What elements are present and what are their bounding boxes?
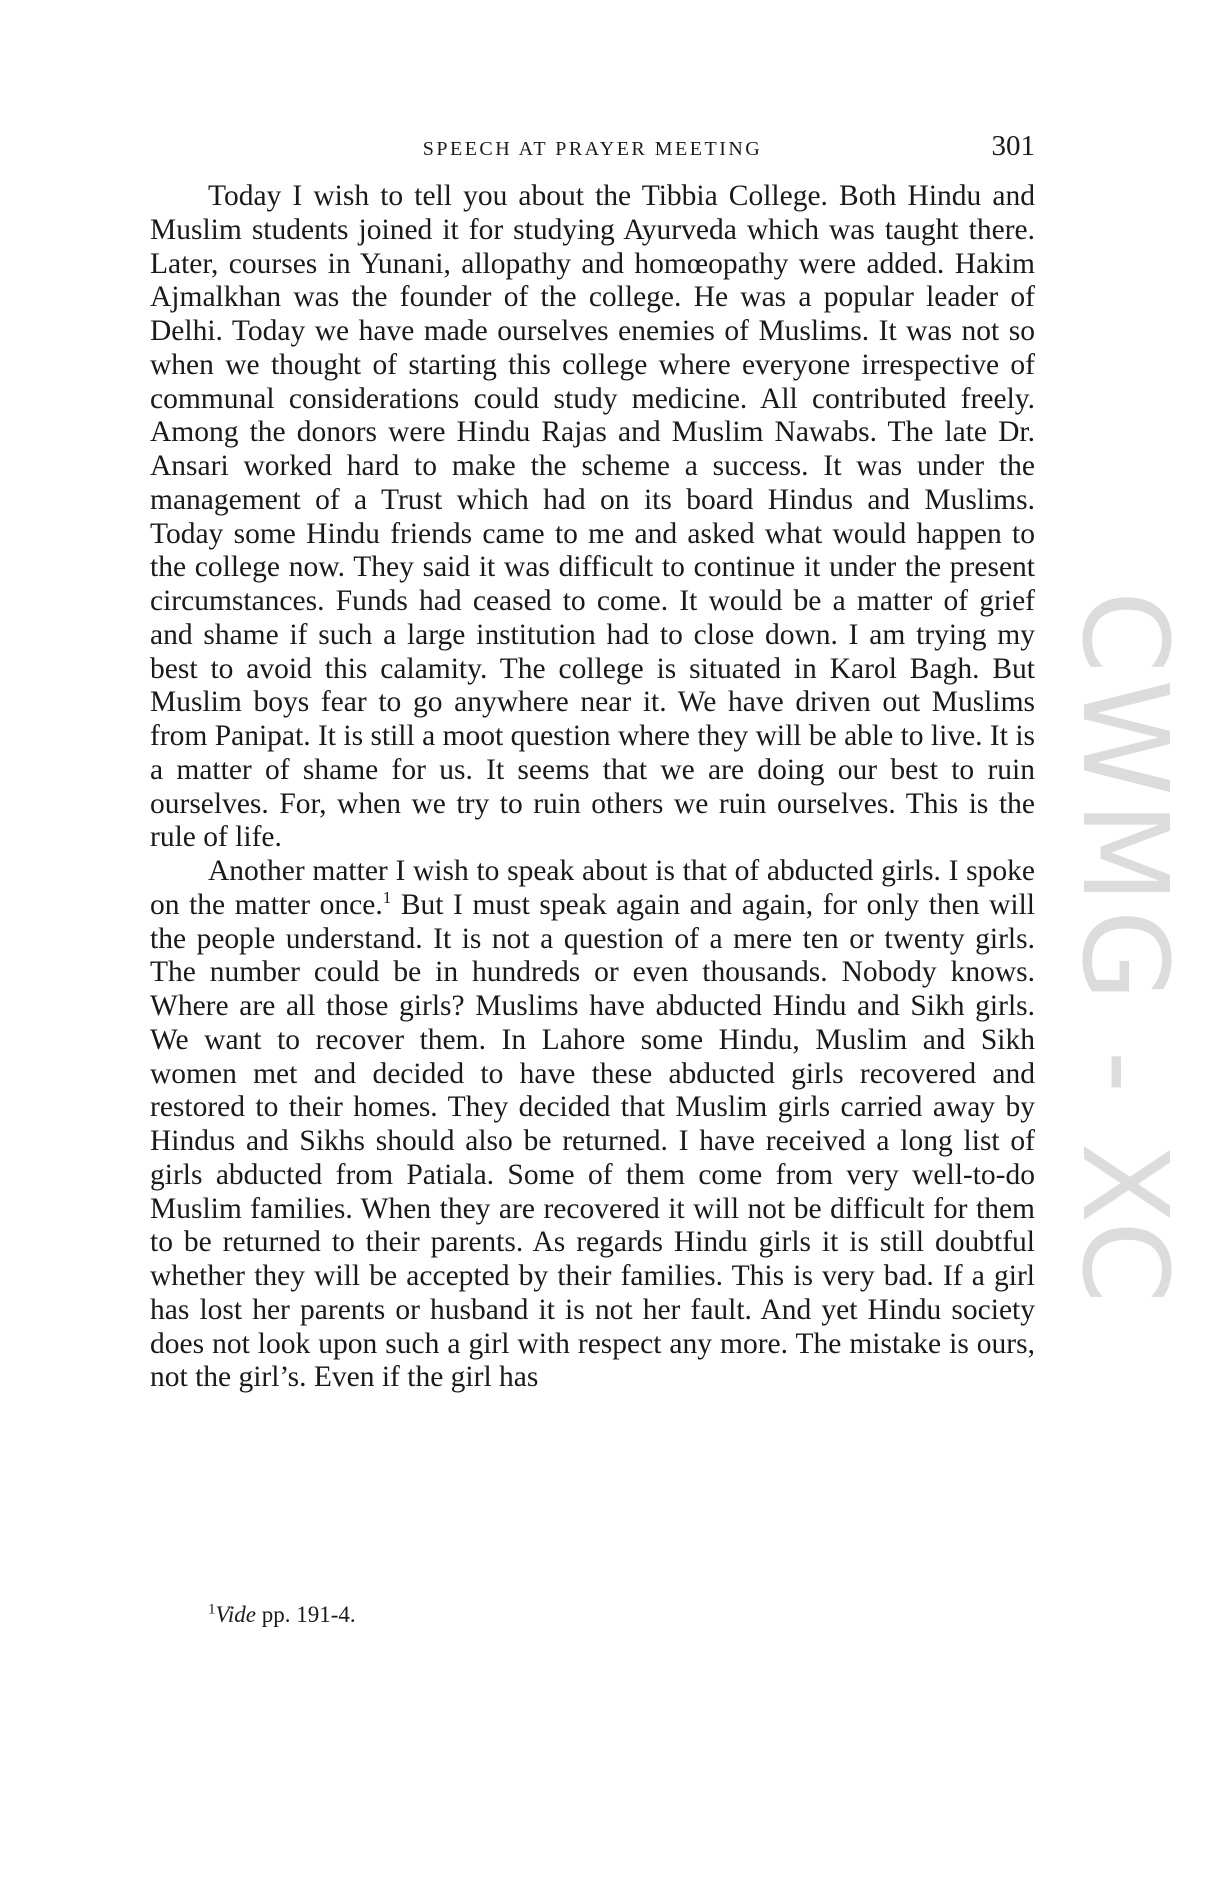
watermark — [1050, 540, 1200, 1360]
paragraph-text-after-ref: But I must speak again and again, for only then will the people understand. It is not a question of a mere ten or twenty girls. The number could be in hundreds or even thousands. Nobody knows. Where are all those girls? Muslims have abducted Hindu and Sikh girls. We want to recover them. In Lahore some Hindu, Muslim and Sikh women met and decided to have these abducted girls recovered and restored to their homes. They decided that Muslim girls carried away by Hindus and Sikhs should also be returned. I have received a long list of girls abducted from Patiala. Some of them come from very well-to-do Muslim families. When they are recovered it will not be difficult for them to be returned to their parents. As regards Hindu girls it is still doubtful whether they will be accepted by their families. This is very bad. If a girl has lost her parents or husband it is not her fault. And yet Hindu society does not look upon such a girl with respect any more. The mistake is ours, not the girl’s. Even if the girl has — [150, 888, 1035, 1394]
body-text — [150, 180, 1035, 1395]
paragraph-text-before-ref: Another matter I wish to speak about is that of abducted girls. I spoke on the matter once. — [150, 855, 1035, 921]
watermark-text: CWMG - XC — [1056, 590, 1194, 1310]
paragraph-tibbia-college: Today I wish to tell you about the Tibbia College. Both Hindu and Muslim students joined it for studying Ayurveda which was taught there. Later, courses in Yunani, allopathy and homœopathy were added. Hakim Ajmalkhan was the founder of the college. He was a popular leader of Delhi. Today we have made ourselves enemies of Muslims. It was not so when we thought of starting this college where everyone irrespective of communal considerations could study medicine. All contributed freely. Among the donors were Hindu Rajas and Muslim Nawabs. The late Dr. Ansari worked hard to make the scheme a success. It was under the management of a Trust which had on its board Hindus and Muslims. Today some Hindu friends came to me and asked what would happen to the college now. They said it was difficult to continue it under the present circumstances. Funds had ceased to come. It would be a matter of grief and shame if such a large institution had to close down. I am trying my best to avoid this calamity. The college is situated in Karol Bagh. But Muslim boys fear to go anywhere near it. We have driven out Muslims from Panipat. It is still a moot question where they will be able to live. It is a matter of shame for us. It seems that we are doing our best to ruin ourselves. For, when we try to ruin others we ruin ourselves. This is the rule of life. — [150, 180, 1035, 854]
paragraph-abducted-girls — [150, 855, 1035, 1395]
footnote-reference-text: pp. 191-4. — [255, 1602, 356, 1627]
footnote-mark: 1 — [208, 1601, 216, 1618]
footnote-reference: 1 — [382, 887, 392, 907]
page-number: 301 — [991, 130, 1035, 162]
running-title: SPEECH AT PRAYER MEETING — [422, 138, 763, 160]
running-head — [150, 130, 1035, 166]
footnote — [208, 1600, 1008, 1630]
footnote-vide: Vide — [215, 1602, 256, 1627]
